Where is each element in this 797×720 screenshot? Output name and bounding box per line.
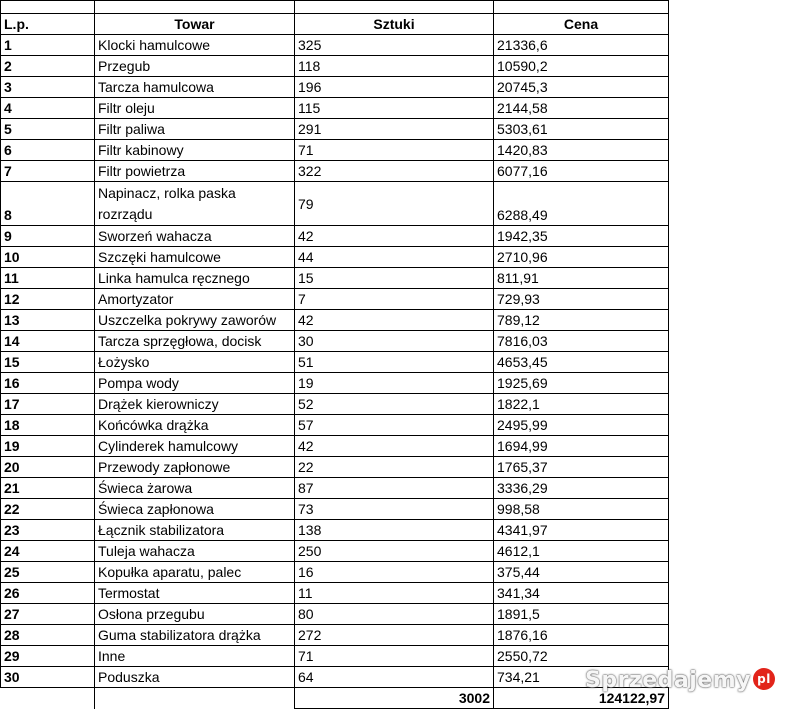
empty-cell[interactable] — [669, 331, 797, 352]
cell-cena[interactable]: 998,58 — [494, 499, 669, 520]
cell-sztuki[interactable]: 71 — [295, 646, 494, 667]
cell-towar[interactable]: Filtr kabinowy — [95, 140, 295, 161]
table-row — [1, 268, 797, 289]
cell-lp[interactable]: 5 — [1, 119, 95, 140]
cell-sztuki[interactable]: 19 — [295, 373, 494, 394]
cell-cena[interactable]: 3336,29 — [494, 478, 669, 499]
table-row — [1, 98, 797, 119]
cell-sztuki[interactable]: 87 — [295, 478, 494, 499]
cell-towar[interactable]: Termostat — [95, 583, 295, 604]
table-row — [1, 604, 797, 625]
cell-lp[interactable]: 23 — [1, 520, 95, 541]
cell-cena[interactable]: 1765,37 — [494, 457, 669, 478]
table-row — [1, 56, 797, 77]
empty-cell[interactable] — [669, 247, 797, 268]
cell-lp[interactable]: 7 — [1, 161, 95, 182]
cell-lp[interactable]: 10 — [1, 247, 95, 268]
header-cena[interactable]: Cena — [494, 14, 669, 35]
empty-cell[interactable] — [669, 562, 797, 583]
cell-cena[interactable]: 1891,5 — [494, 604, 669, 625]
cell-sztuki[interactable]: 196 — [295, 77, 494, 98]
table-row — [1, 541, 797, 562]
cell-lp[interactable]: 28 — [1, 625, 95, 646]
table-row — [1, 182, 797, 226]
cell-cena[interactable]: 1876,16 — [494, 625, 669, 646]
table-row — [1, 289, 797, 310]
cell-towar[interactable]: Tarcza hamulcowa — [95, 77, 295, 98]
table-row — [1, 161, 797, 182]
cell-towar[interactable]: Drążek kierowniczy — [95, 394, 295, 415]
cell-towar[interactable]: Filtr powietrza — [95, 161, 295, 182]
cell-lp[interactable]: 18 — [1, 415, 95, 436]
cell-towar[interactable]: Napinacz, rolka paska rozrządu — [95, 182, 295, 226]
cell-cena[interactable]: 1925,69 — [494, 373, 669, 394]
watermark-badge: pl — [753, 668, 775, 690]
cell-sztuki[interactable]: 52 — [295, 394, 494, 415]
empty-cell[interactable] — [669, 604, 797, 625]
table-row — [1, 562, 797, 583]
cell-lp[interactable]: 22 — [1, 499, 95, 520]
cell-cena[interactable]: 341,34 — [494, 583, 669, 604]
cell-towar[interactable]: Szczęki hamulcowe — [95, 247, 295, 268]
cell-sztuki[interactable]: 42 — [295, 310, 494, 331]
cell-lp[interactable]: 27 — [1, 604, 95, 625]
cell-sztuki[interactable]: 51 — [295, 352, 494, 373]
cell-sztuki[interactable]: 57 — [295, 415, 494, 436]
cell-towar[interactable]: Łącznik stabilizatora — [95, 520, 295, 541]
cell-cena[interactable]: 10590,2 — [494, 56, 669, 77]
table-row — [1, 394, 797, 415]
cell-sztuki[interactable]: 73 — [295, 499, 494, 520]
cell-cena[interactable]: 4653,45 — [494, 352, 669, 373]
cell-towar[interactable]: Przegub — [95, 56, 295, 77]
header-lp[interactable]: L.p. — [1, 14, 95, 35]
table-row — [1, 77, 797, 98]
cell-lp[interactable]: 26 — [1, 583, 95, 604]
cell-towar[interactable]: Filtr paliwa — [95, 119, 295, 140]
table-row — [1, 457, 797, 478]
cell-towar[interactable]: Łożysko — [95, 352, 295, 373]
cell-cena[interactable]: 2495,99 — [494, 415, 669, 436]
cell-sztuki[interactable]: 118 — [295, 56, 494, 77]
empty-cell[interactable] — [669, 77, 797, 98]
cell-towar[interactable]: Świeca żarowa — [95, 478, 295, 499]
cell-cena[interactable]: 2144,58 — [494, 98, 669, 119]
cell-cena[interactable]: 2710,96 — [494, 247, 669, 268]
cell-towar[interactable]: Cylinderek hamulcowy — [95, 436, 295, 457]
table-row — [1, 352, 797, 373]
cell-lp[interactable]: 8 — [1, 182, 95, 226]
cell-lp[interactable]: 15 — [1, 352, 95, 373]
empty-cell[interactable] — [669, 436, 797, 457]
cell-cena[interactable]: 2550,72 — [494, 646, 669, 667]
totals-blank — [95, 688, 295, 709]
empty-cell[interactable] — [669, 583, 797, 604]
table-row — [1, 625, 797, 646]
cell-towar[interactable]: Amortyzator — [95, 289, 295, 310]
table-row — [1, 310, 797, 331]
cell-towar[interactable]: Świeca zapłonowa — [95, 499, 295, 520]
cell-cena[interactable]: 6288,49 — [494, 182, 669, 226]
totals-blank — [1, 688, 95, 709]
cell-sztuki[interactable]: 16 — [295, 562, 494, 583]
cell-cena[interactable]: 20745,3 — [494, 77, 669, 98]
empty-cell[interactable] — [669, 140, 797, 161]
cell-towar[interactable]: Filtr oleju — [95, 98, 295, 119]
empty-cell[interactable] — [669, 289, 797, 310]
empty-cell[interactable] — [669, 625, 797, 646]
cell-lp[interactable]: 13 — [1, 310, 95, 331]
cell-sztuki[interactable]: 42 — [295, 226, 494, 247]
cell-towar[interactable]: Klocki hamulcowe — [95, 35, 295, 56]
cell-cena[interactable]: 4341,97 — [494, 520, 669, 541]
cell-towar[interactable]: Kopułka aparatu, palec — [95, 562, 295, 583]
cell-cena[interactable]: 1942,35 — [494, 226, 669, 247]
empty-cell[interactable] — [669, 226, 797, 247]
total-sztuki[interactable]: 3002 — [295, 688, 494, 709]
cell-cena[interactable]: 6077,16 — [494, 161, 669, 182]
cell-sztuki[interactable]: 15 — [295, 268, 494, 289]
cell-sztuki[interactable]: 322 — [295, 161, 494, 182]
table-row — [1, 646, 797, 667]
empty-cell[interactable] — [669, 520, 797, 541]
empty-cell[interactable] — [669, 457, 797, 478]
empty-cell[interactable] — [669, 119, 797, 140]
cell-lp[interactable]: 30 — [1, 667, 95, 688]
table-row — [1, 436, 797, 457]
empty-cell[interactable] — [669, 161, 797, 182]
table-row — [1, 35, 797, 56]
cell-towar[interactable]: Guma stabilizatora drążka — [95, 625, 295, 646]
cell-towar[interactable]: Uszczelka pokrywy zaworów — [95, 310, 295, 331]
cell-towar[interactable]: Linka hamulca ręcznego — [95, 268, 295, 289]
cell-sztuki[interactable]: 80 — [295, 604, 494, 625]
cell-towar[interactable]: Tuleja wahacza — [95, 541, 295, 562]
cell-sztuki[interactable]: 138 — [295, 520, 494, 541]
cell-sztuki[interactable]: 42 — [295, 436, 494, 457]
empty-cell[interactable] — [669, 499, 797, 520]
table-row — [1, 583, 797, 604]
empty-cell[interactable] — [669, 646, 797, 667]
table-row — [1, 331, 797, 352]
cell-lp[interactable]: 20 — [1, 457, 95, 478]
empty-cell[interactable] — [669, 268, 797, 289]
empty-cell[interactable] — [669, 352, 797, 373]
cell-lp[interactable]: 29 — [1, 646, 95, 667]
table-row — [1, 140, 797, 161]
cell-lp[interactable]: 11 — [1, 268, 95, 289]
cell-lp[interactable]: 1 — [1, 35, 95, 56]
cell-towar[interactable]: Przewody zapłonowe — [95, 457, 295, 478]
empty-cell[interactable] — [669, 373, 797, 394]
cell-sztuki[interactable]: 30 — [295, 331, 494, 352]
cell-cena[interactable]: 734,21 — [494, 667, 669, 688]
cell-cena[interactable]: 4612,1 — [494, 541, 669, 562]
table-row — [1, 226, 797, 247]
header-row — [1, 14, 797, 35]
cell-sztuki[interactable]: 250 — [295, 541, 494, 562]
cell-lp[interactable]: 25 — [1, 562, 95, 583]
cell-sztuki[interactable]: 272 — [295, 625, 494, 646]
empty-cell[interactable] — [669, 56, 797, 77]
cell-cena[interactable]: 811,91 — [494, 268, 669, 289]
empty-cell[interactable] — [669, 415, 797, 436]
cell-towar[interactable]: Inne — [95, 646, 295, 667]
empty-cell[interactable] — [669, 310, 797, 331]
watermark-logo: Sprzedajemy pl — [585, 668, 775, 693]
empty-cell[interactable] — [669, 98, 797, 119]
cell-lp[interactable]: 2 — [1, 56, 95, 77]
table-row — [1, 520, 797, 541]
empty-cell[interactable] — [669, 14, 797, 35]
cell-towar[interactable]: Osłona przegubu — [95, 604, 295, 625]
cell-cena[interactable]: 1694,99 — [494, 436, 669, 457]
cell-sztuki[interactable]: 291 — [295, 119, 494, 140]
cell-sztuki[interactable]: 11 — [295, 583, 494, 604]
cell-lp[interactable]: 14 — [1, 331, 95, 352]
cell-sztuki[interactable]: 64 — [295, 667, 494, 688]
cell-cena[interactable]: 789,12 — [494, 310, 669, 331]
total-cena[interactable]: 124122,97 — [494, 688, 669, 709]
cell-cena[interactable]: 1822,1 — [494, 394, 669, 415]
cell-lp[interactable]: 21 — [1, 478, 95, 499]
cell-sztuki[interactable]: 44 — [295, 247, 494, 268]
cell-lp[interactable]: 4 — [1, 98, 95, 119]
cell-lp[interactable]: 16 — [1, 373, 95, 394]
header-sztuki[interactable]: Sztuki — [295, 14, 494, 35]
table-row — [1, 415, 797, 436]
cell-towar[interactable]: Pompa wody — [95, 373, 295, 394]
table-row — [1, 478, 797, 499]
table-row — [1, 373, 797, 394]
cell-sztuki[interactable]: 71 — [295, 140, 494, 161]
cell-sztuki[interactable]: 22 — [295, 457, 494, 478]
cell-lp[interactable]: 6 — [1, 140, 95, 161]
cell-towar[interactable]: Końcówka drążka — [95, 415, 295, 436]
empty-cell[interactable] — [669, 182, 797, 226]
table-row — [1, 119, 797, 140]
cell-sztuki[interactable]: 79 — [295, 182, 494, 226]
cell-towar[interactable]: Sworzeń wahacza — [95, 226, 295, 247]
cell-cena[interactable]: 375,44 — [494, 562, 669, 583]
cell-towar[interactable]: Poduszka — [95, 667, 295, 688]
table-row — [1, 499, 797, 520]
cell-cena[interactable]: 21336,6 — [494, 35, 669, 56]
cell-cena[interactable]: 7816,03 — [494, 331, 669, 352]
cell-sztuki[interactable]: 7 — [295, 289, 494, 310]
cell-lp[interactable]: 9 — [1, 226, 95, 247]
cell-lp[interactable]: 19 — [1, 436, 95, 457]
table-row — [1, 247, 797, 268]
cell-lp[interactable]: 12 — [1, 289, 95, 310]
cell-lp[interactable]: 3 — [1, 77, 95, 98]
top-strip-row — [1, 1, 797, 14]
cell-sztuki[interactable]: 325 — [295, 35, 494, 56]
header-towar[interactable]: Towar — [95, 14, 295, 35]
cell-lp[interactable]: 24 — [1, 541, 95, 562]
cell-cena[interactable]: 729,93 — [494, 289, 669, 310]
empty-cell[interactable] — [669, 541, 797, 562]
empty-cell[interactable] — [669, 478, 797, 499]
empty-cell[interactable] — [669, 394, 797, 415]
cell-cena[interactable]: 5303,61 — [494, 119, 669, 140]
cell-sztuki[interactable]: 115 — [295, 98, 494, 119]
cell-cena[interactable]: 1420,83 — [494, 140, 669, 161]
empty-cell[interactable] — [669, 35, 797, 56]
cell-lp[interactable]: 17 — [1, 394, 95, 415]
cell-towar[interactable]: Tarcza sprzęgłowa, docisk — [95, 331, 295, 352]
